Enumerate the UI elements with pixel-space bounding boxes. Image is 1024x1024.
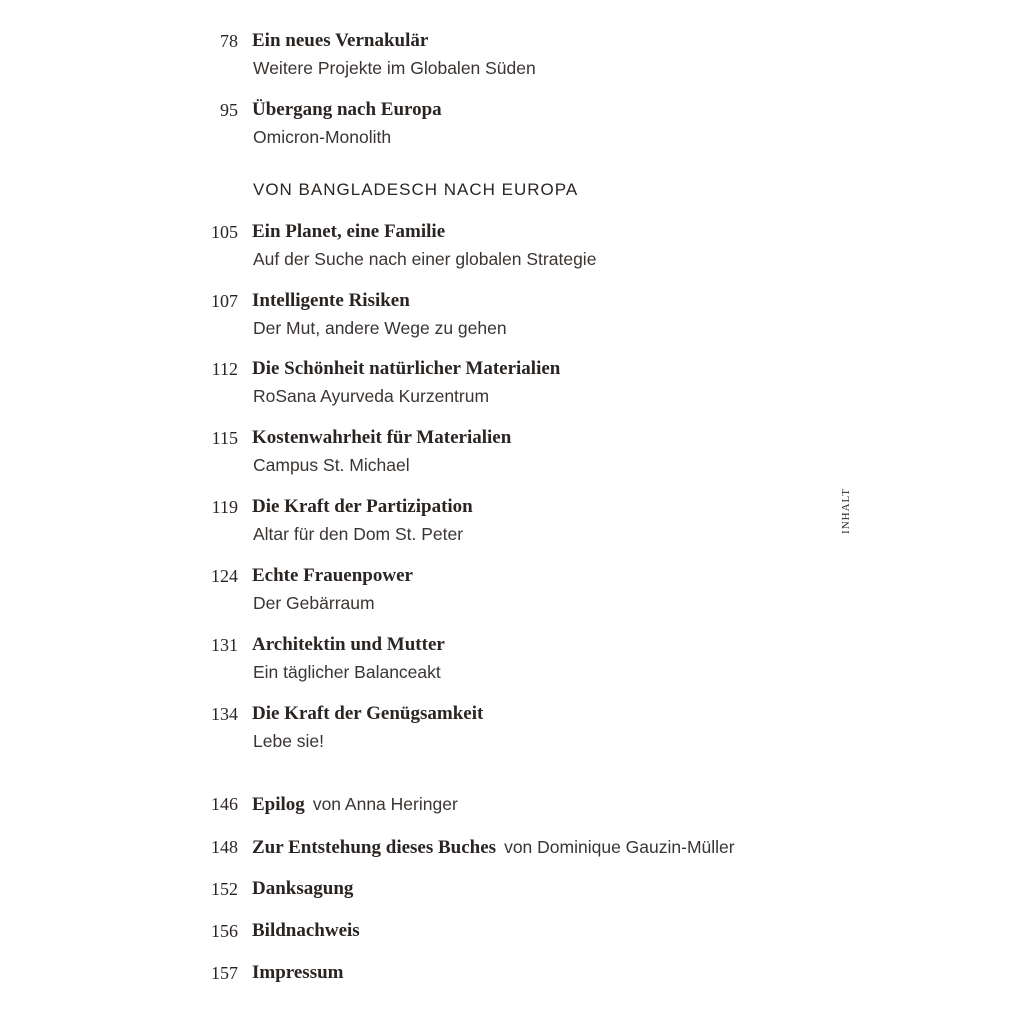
- page-number: 152: [211, 879, 238, 899]
- page-number: 156: [211, 921, 238, 941]
- entry-title: Bildnachweis: [252, 920, 360, 941]
- page-number: 105: [211, 222, 238, 242]
- page-number: 124: [211, 566, 238, 586]
- entry-subtitle: Der Mut, andere Wege zu gehen: [253, 318, 507, 338]
- entry-title: Ein neues Vernakulär: [252, 30, 429, 51]
- entry-title: Echte Frauenpower: [252, 565, 413, 586]
- running-head: INHALT: [840, 488, 852, 534]
- entry-title: Architektin und Mutter: [252, 634, 445, 655]
- entry-subtitle: Ein täglicher Balanceakt: [253, 662, 441, 682]
- page-number: 115: [211, 428, 238, 448]
- entry-author: von Dominique Gauzin-Müller: [504, 837, 735, 857]
- entry-title: Kostenwahrheit für Materialien: [252, 427, 512, 448]
- page-number: 78: [220, 31, 238, 51]
- entry-title: Übergang nach Europa: [252, 99, 442, 120]
- entry-subtitle: Altar für den Dom St. Peter: [253, 524, 464, 544]
- entry-author: von Anna Heringer: [312, 794, 458, 814]
- page-number: 131: [211, 635, 238, 655]
- entry-title: Ein Planet, eine Familie: [252, 221, 446, 242]
- entry-subtitle: Weitere Projekte im Globalen Süden: [253, 58, 536, 78]
- page-number: 148: [211, 837, 238, 857]
- entry-title: Epilog: [252, 794, 305, 815]
- page-number: 95: [220, 100, 238, 120]
- entry-subtitle: Omicron-Monolith: [253, 127, 392, 147]
- entry-title: Die Kraft der Partizipation: [252, 496, 473, 517]
- entry-subtitle: Lebe sie!: [253, 731, 325, 751]
- entry-subtitle: Campus St. Michael: [253, 455, 410, 475]
- entry-title-line: [252, 835, 735, 860]
- entry-title-line: [252, 792, 458, 817]
- entry-title: Impressum: [252, 962, 344, 983]
- entry-subtitle: Der Gebärraum: [253, 593, 375, 613]
- page-number: 134: [211, 704, 238, 724]
- entry-title: Die Schönheit natürlicher Materialien: [252, 358, 561, 379]
- entry-title: Zur Entstehung dieses Buches: [252, 837, 497, 858]
- entry-subtitle: Auf der Suche nach einer globalen Strategie: [253, 249, 597, 269]
- page-number: 146: [211, 794, 238, 814]
- entry-title: Danksagung: [252, 878, 354, 899]
- page-number: 112: [211, 359, 238, 379]
- entry-title: Intelligente Risiken: [252, 290, 410, 311]
- page-number: 119: [211, 497, 238, 517]
- entry-title: Die Kraft der Genügsamkeit: [252, 703, 484, 724]
- page-number: 107: [211, 291, 238, 311]
- entry-subtitle: RoSana Ayurveda Kurzentrum: [253, 386, 490, 406]
- page-number: 157: [211, 963, 238, 983]
- section-heading: VON BANGLADESCH NACH EUROPA: [253, 180, 579, 199]
